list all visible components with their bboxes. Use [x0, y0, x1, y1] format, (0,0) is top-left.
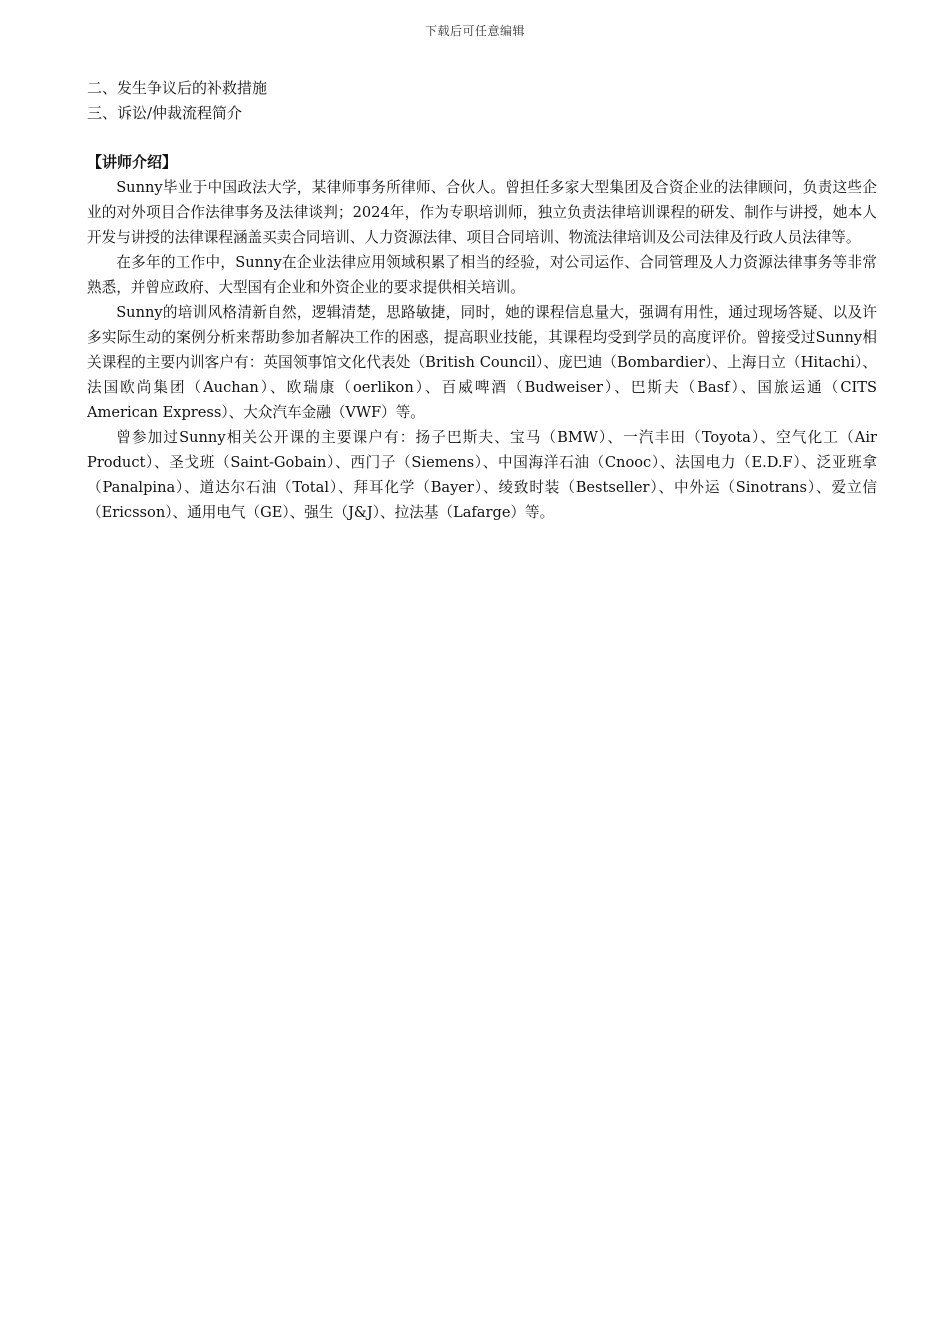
instructor-section [87, 150, 877, 525]
paragraph: 在多年的工作中，Sunny在企业法律应用领域积累了相当的经验，对公司运作、合同管理及人力资源法律事务等非常熟悉，并曾应政府、大型国有企业和外资企业的要求提供相关培训。 [87, 254, 877, 296]
outline-item: 三、诉讼/仲裁流程简介 [87, 104, 243, 122]
outline-item: 二、发生争议后的补救措施 [87, 79, 268, 97]
paragraph: 曾参加过Sunny相关公开课的主要课户有：扬子巴斯夫、宝马（BMW）、一汽丰田（Toyota）、空气化工（Air Product）、圣戈班（Saint-Gobain）、西门子（Siemens）、中国海洋石油（Cnooc）、法国电力（E.D.F）、泛亚班拿（Panalpina）、道达尔石油（Total）、拜耳化学（Bayer）、绫致时装（Bestseller）、中外运（Sinotrans）、爱立信（Ericsson）、通用电气（GE）、强生（J&J）、拉法基（Lafarge）等。 [87, 429, 877, 521]
outline-list [87, 76, 877, 126]
paragraph: Sunny的培训风格清新自然，逻辑清楚，思路敏捷，同时，她的课程信息量大，强调有用性，通过现场答疑、以及许多实际生动的案例分析来帮助参加者解决工作的困惑，提高职业技能，其课程均受到学员的高度评价。曾接受过Sunny相关课程的主要内训客户有：英国领事馆文化代表处（British Council）、庞巴迪（Bombardier）、上海日立（Hitachi）、法国欧尚集团（Auchan）、欧瑞康（oerlikon）、百威啤酒（Budweiser）、巴斯夫（Basf）、国旅运通（CITS American Express）、大众汽车金融（VWF）等。 [87, 304, 877, 421]
paragraph: Sunny毕业于中国政法大学，某律师事务所律师、合伙人。曾担任多家大型集团及合资企业的法律顾问，负责这些企业的对外项目合作法律事务及法律谈判；2024年，作为专职培训师，独立负责法律培训课程的研发、制作与讲授，她本人开发与讲授的法律课程涵盖买卖合同培训、人力资源法律、项目合同培训、物流法律培训及公司法律及行政人员法律等。 [87, 179, 877, 246]
page-header: 下载后可任意编辑 [424, 24, 525, 38]
section-title: 【讲师介绍】 [87, 153, 178, 171]
